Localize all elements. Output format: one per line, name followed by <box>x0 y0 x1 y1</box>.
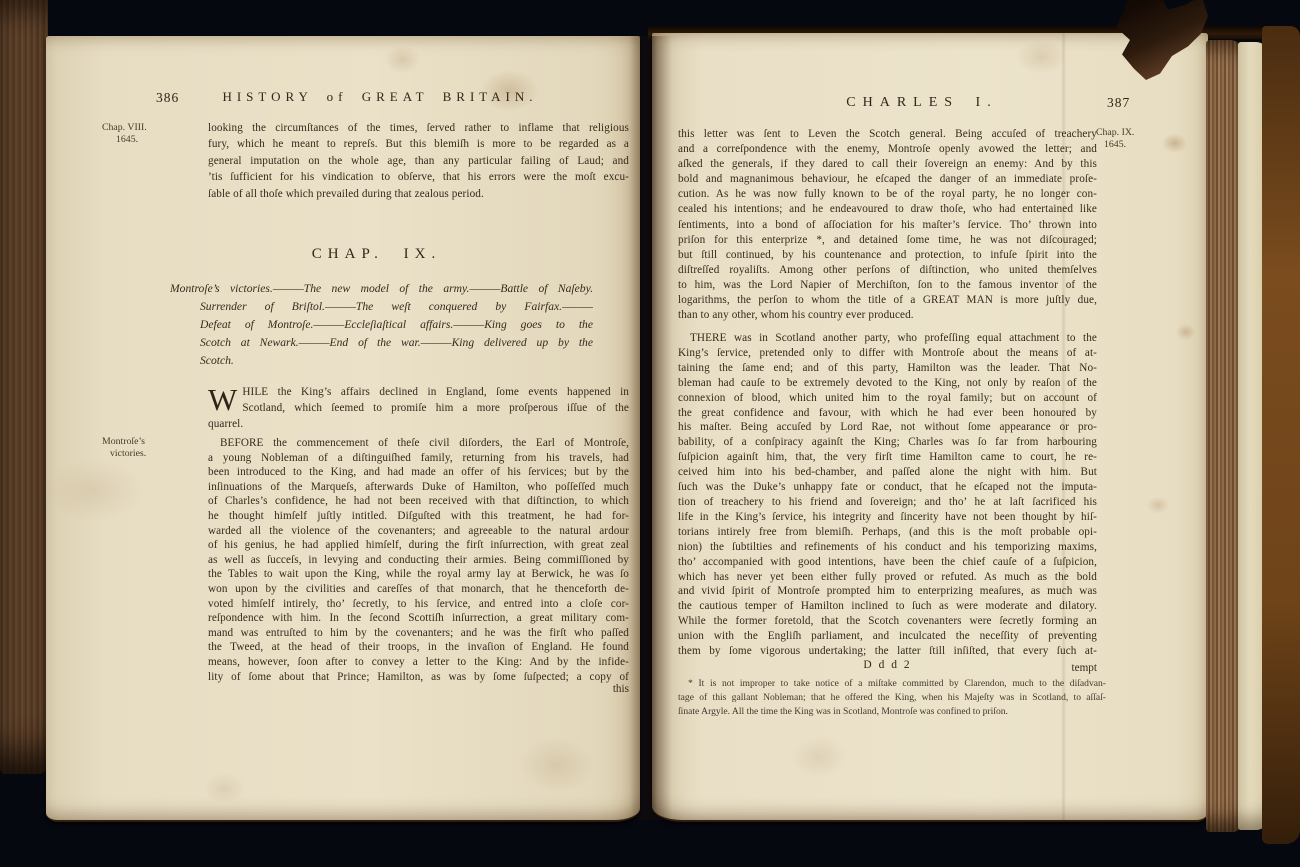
catchword: this <box>612 683 629 695</box>
text-line: torians intirely free from blemiſh. Perhaps, (and this is the moſt probable opi- <box>678 525 1097 538</box>
text-line: the Tables to wait upon the King, while the royal army lay at Berwick, he was ſo <box>208 568 629 581</box>
margin-note-line: Montroſe’s <box>102 436 145 447</box>
text-line: nion) the ſubtilties and refinements of his conduct and his temporizing maxims, <box>678 540 1097 553</box>
text-line: Surrender of Briſtol.———The weſt conquered by Fairfax.——— <box>200 300 593 313</box>
right-page-number: 387 <box>1107 95 1131 110</box>
text-line: ſable of all thoſe which prevailed during that zealous period. <box>208 187 484 200</box>
text-line: but ſtill continued, by his countenance and protection, to infuſe ſpirit into the <box>678 248 1097 261</box>
text-line: logarithms, the perſon to whom the title of a GREAT MAN is more juſtly due, <box>678 294 1097 307</box>
left-page <box>46 36 640 822</box>
text-line: of his genius, he had applied himſelf, during the firſt inſurrection, with great zeal <box>208 539 629 552</box>
text-line: he thought himſelf juſtly intitled. Diſguſted with this treatment, he had for- <box>208 509 629 522</box>
chapter-argument <box>170 280 593 370</box>
text-line: warded all the violence of the covenanters; and agreeable to the natural ardour <box>208 524 629 537</box>
text-line: Scotch. <box>200 354 234 367</box>
text-line: inſinuations of the Marqueſs, afterwards Duke of Hamilton, who poſſeſſed much <box>208 480 629 493</box>
text-line: which has never yet been either fully proved or refuted. As much as the bold <box>678 570 1097 583</box>
text-line: looking the circumſtances of the times, ſerved rather to inflame that religious <box>208 122 629 134</box>
margin-note-line: 1645. <box>1104 139 1127 150</box>
text-line: THERE was in Scotland another party, who profeſſing equal attachment to the <box>690 332 1097 344</box>
text-line: cealed his intentions; and he endeavoured to draw thoſe, who had entertained like <box>678 203 1097 216</box>
margin-note-line: Chap. VIII. <box>102 122 147 133</box>
text-line: taining the ſame end; and of this party, Hamilton was the leader. That No- <box>678 361 1097 374</box>
text-line: Montroſe’s victories.———The new model of the army.———Battle of Naſeby. <box>170 282 593 295</box>
text-line: bold and magnanimous behaviour, he eſcaped the danger of an immediate proſe- <box>678 173 1097 186</box>
paragraph-montrose <box>678 127 1097 323</box>
paragraph-hamilton <box>678 331 1097 659</box>
text-line: fury, which he meant to repreſs. But this blemiſh is more to be regarded as a <box>208 138 629 151</box>
text-line: them by ſome vigorous undertaking; the latter ſtill inſiſted, that every ſuch at- <box>678 645 1097 658</box>
text-line: priſon for this enterprize *, and detained ſome time, he was not diſcouraged; <box>678 233 1097 246</box>
text-line: Scotland, which ſeemed to promiſe him a more proſperous iſſue of the <box>242 402 629 414</box>
text-line: While the former foretold, that the Scotch covenanters were ſecretly forming an <box>678 615 1097 628</box>
text-line: the Tweed, at the head of their troops, in the invaſion of England. He found <box>208 641 629 654</box>
text-line: Defeat of Montroſe.———Eccleſiaſtical affairs.———King goes to the <box>200 318 593 331</box>
text-line: union with the Engliſh parliament, and inculcated the neceſſity of preventing <box>678 630 1097 643</box>
text-line: a young Nobleman of a diſtinguiſhed family, returning from his travels, had <box>208 451 629 464</box>
text-line: quarrel. <box>208 418 244 430</box>
text-line: ſuch was the Duke’s unhappy fate or conduct, that he eſcaped not the imputa- <box>678 481 1097 494</box>
left-margin-note-montrose <box>102 436 206 460</box>
text-line: lity of ſome about that Prince; Hamilton, as was by ſome ſuſpected; a copy of <box>208 670 629 683</box>
text-line: ſentiments, into a bond of aſſociation for his maſter’s ſervice. Tho’ thrown into <box>678 218 1097 231</box>
text-line: tion of treachery to his friend and ſovereign; and tho’ he at laſt ſacrificed his <box>678 495 1097 508</box>
footnote <box>678 677 1106 718</box>
text-line: reſpondence with him. In the ſecond Scottiſh inſurrection, a great military com- <box>208 612 629 625</box>
catchword: tempt <box>1071 662 1097 674</box>
paragraph-before <box>208 436 629 684</box>
text-line: as well as ſucceſs, in levying and conducting their armies. Being commiſſioned by <box>208 553 629 566</box>
text-line: and a correſpondence with the enemy, Montroſe openly avowed the letter; and <box>678 143 1097 156</box>
chapter-heading: CHAP. IX. <box>311 246 442 262</box>
text-line: mand was entruſted to him by the covenanters; and he was the firſt who paſſed <box>208 626 629 639</box>
text-line: voted himſelf intirely, tho’ ſecretly, to his ſervice, and entred into a cloſe cor- <box>208 597 629 610</box>
footnote-line: * It is not improper to take notice of a miſtake committed by Clarendon, much to the diſadvan- <box>688 678 1106 689</box>
text-line: ſuſpicion againſt him, that, the very firſt time Hamilton came to court, he re- <box>678 451 1097 464</box>
text-line: general imputation on the whole age, than any particular failing of Laud; and <box>208 154 629 167</box>
text-line: aſked the generals, if they dared to call their ſovereign an enemy: And by this <box>678 158 1097 171</box>
text-line: BEFORE the commencement of theſe civil diſorders, the Earl of Montroſe, <box>220 437 629 449</box>
right-running-title: CHARLES I. <box>846 95 998 110</box>
left-margin-note-chapter <box>102 122 206 146</box>
margin-note-line: Chap. IX. <box>1096 127 1135 138</box>
right-cover <box>1262 26 1300 844</box>
left-fore-edge <box>0 0 48 774</box>
text-line: ceived him into his bed-chamber, and paſſed alone the night with him. But <box>678 466 1097 479</box>
text-line: than to any other, whom his country ever produced. <box>678 309 914 322</box>
text-line: connexion of blood, which united him to the royal family; but on account of <box>678 391 1097 404</box>
text-line: of Charles’s confidence, he had not been received with that diſtinction, to which <box>208 495 629 508</box>
text-line: and vivid ſpirit of Montroſe prompted him to enterprizing meaſures, as much was <box>678 585 1097 598</box>
text-line: won upon by the civilities and careſſes of that monarch, that he thenceforth de- <box>208 582 629 595</box>
text-line: tho’ accompanied with good intentions, have been the chief cauſe of a ſuſpicion, <box>678 555 1097 568</box>
text-line: diſtreſſed royaliſts. Among other perſons of diſtinction, who united themſelves <box>678 263 1097 276</box>
margin-note-line: 1645. <box>116 134 139 145</box>
margin-note-line: victories. <box>110 448 147 459</box>
paragraph-while <box>208 384 629 432</box>
text-line: his maſter. Being accuſed by Lord Rae, not without ſome appearance or pro- <box>678 421 1097 434</box>
left-page-number: 386 <box>156 90 180 105</box>
text-line: ’tis ſufficient for his vindication to obſerve, that his errors were the moſt excu- <box>208 171 629 184</box>
right-page <box>652 33 1208 822</box>
right-margin-note-chapter <box>1096 127 1176 151</box>
drop-cap: W <box>208 382 238 417</box>
text-line: cution. As he was now fully known to be of the royal party, he no longer con- <box>678 188 1097 201</box>
text-line: HILE the King’s affairs declined in England, ſome events happened in <box>242 386 629 398</box>
gathering-signature: D d d 2 <box>863 659 912 671</box>
text-line: life in the King’s ſervice, his integrity and ſincerity have not been thought by hiſ- <box>678 510 1097 523</box>
text-line: bability, of a conſpiracy againſt the King; Charles was ſo far from harbouring <box>678 436 1097 449</box>
text-line: Scotch at Newark.———End of the war.———King delivered up by the <box>200 336 593 349</box>
text-line: the great confidence and favour, with which he had ever been honoured by <box>678 406 1097 419</box>
text-line: been introduced to the King, and had made an offer of his ſervices; but by the <box>208 466 629 479</box>
text-line: this letter was ſent to Leven the Scotch general. Being accuſed of treachery <box>678 128 1097 140</box>
footnote-line: ſinate Argyle. All the time the King was in Scotland, Montroſe was confined to priſon. <box>678 705 1008 717</box>
left-running-title: HISTORY of GREAT BRITAIN. <box>222 89 538 104</box>
chapter8-continuation-paragraph <box>208 120 629 202</box>
text-line: to him, was the Lord Napier of Merchiſton, ſon to the famous inventor of the <box>678 278 1097 291</box>
text-line: means, however, ſoon after to convey a letter to the King: And by the infide- <box>208 655 629 668</box>
right-page-edges <box>1206 40 1242 832</box>
text-line: King’s ſervice, pretended only to differ with Montroſe about the means of at- <box>678 346 1097 359</box>
text-line: the cautious temper of Hamilton inclined to ſuch as were moderate and dilatory. <box>678 600 1097 613</box>
footnote-line: tage of this gallant Nobleman; that he offered the King, when his Majeſty was in Scotland, to aſſaſ- <box>678 691 1106 703</box>
text-line: bleman had cauſe to be extremely devoted to the King, not only by reaſon of the <box>678 376 1097 389</box>
